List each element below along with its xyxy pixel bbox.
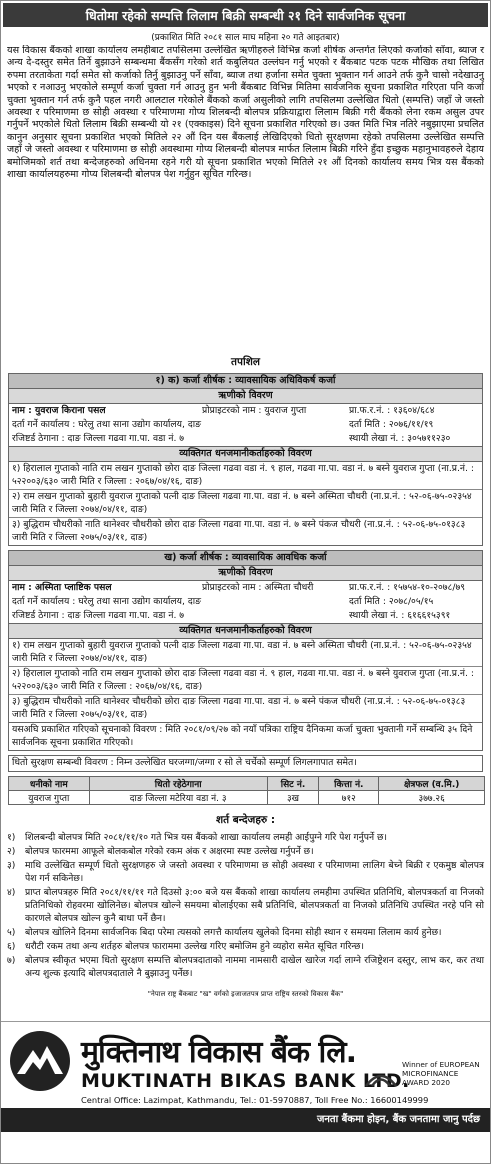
term-item	[7, 940, 484, 953]
license-footnote: "नेपाल राष्ट्र बैंकबाट "ख" वर्गको इजाजतपत्र प्राप्त राष्ट्रिय स्तरको विकास बैंक"	[147, 989, 344, 998]
guarantor-item: ३) बुद्धिराम चौधरीको नाति थानेश्वर चौधरीको छोरा दाङ जिल्ला गढवा गा.पा. वडा नं. ७ बस्ने पंकज चौधरी (ना.प्र.नं. : ५२-०६-७५-०१३८३ जारी मिति र जिल्ला २०७५/०३/११, दाङ)	[12, 696, 466, 720]
term-item	[7, 886, 484, 925]
term-text: माथि उल्लेखित सम्पूर्ण धितो सुरक्षणहरु जे जस्तो अवस्था र परिमाणमा छ सोही अवस्था र परिमाणमा लालिग बेच्ने बिक्री र एकमुष्ठ बोलपत्र पेश गर्न सकिनेछ।	[25, 859, 484, 884]
security-description: धितो सुरक्षण सम्बन्धी विवरण : निम्न उल्लेखित घरजग्गा/जग्गा र सो ले चर्चेको सम्पूर्ण लिगलगापात समेत।	[8, 755, 483, 772]
pan-number: प्रा.फ.र.नं. : १५७५४-१०-२०७८/७९	[349, 582, 465, 593]
security-table	[8, 776, 485, 805]
term-number: ७)	[7, 954, 16, 966]
intro-paragraph: यस विकास बैंकको शाखा कार्यालय लमहीबाट तपसिलमा उल्लेखित ऋणीहरुले विभिन्न कर्जा शीर्षक अन्तर्गत लिएको कर्जाको साँवा, ब्याज र अन्य दे-दस्तुर समेत तिर्ने बुझाउने सम्बन्धमा बैंकसँग गरेको शर्त कबुलियत उल्लंघन गर्नु भएको र बैंकबाट पटक पटक मौखिक तथा लिखित रुपमा तरताकेता गर्दा समेत सो कर्जाको तिर्नु बुझाउनु पर्ने साँवा, ब्याज तथा हर्जाना समेत चुक्ता भुक्तान गर्न आउने तर्फ कुनै चासो नदेखाउनु भएको र नआउनु भएकोले सम्पूर्ण कर्जा चुक्ता गर्न आउनु हुन भनी बैंकबाट विभिन्न मितिमा सार्वजनिक सूचना प्रकाशित गरिएता पनि कर्जा चुक्ता भुक्तान गर्न तर्फ कुनै पहल नगरी आलटाल गरेकोले बैंकको कर्जा असुलीको लागि तपसिलमा उल्लेखित धितो (सम्पत्ति) जहाँ जे जस्तो अवस्था र परिमाणमा छ सोही अवस्था र परिमाणमा गोप्य शिलबन्दी बोलपत्र प्रक्रियाद्वारा लिलाम बिक्री गरी बैंकको लेना रकम असुल उपर गर्नुपर्ने भएकोले धितो लिलाम बिक्री सम्बन्धी यो २१ (एक्काइस) दिने सूचना प्रकाशित गरिएको छ। उक्त मिति भित्र नतिरे नबुझाएमा प्रचलित कानुन अनुसार सूचना प्रकाशित भएको मितिले २२ औं दिन यस बैंकलाई लेखिदिएको धितो सुरक्षणमा रहेको तपसिलमा उल्लेखित सम्पत्ति जहाँ जे जस्तो अवस्था र परिमाणमा छ सोही अवस्थामा गोप्य शिलबन्दी बोलपत्र मार्फत लिलाम बिक्री गरिने हुँदा इच्छुक महानुभावहरुले देहाय बमोजिमको शर्त तथा बन्देजहरुको अधिनमा रहने गरी यो सूचना प्रकाशित भएको मितिले २१ औं दिनको कार्यालय समय भित्र यस बैंकको शाखा कार्यालयहरुमा गोप्य शिलबन्दी बोलपत्र पेश गर्नुहुन सूचित गरिन्छ।	[7, 45, 484, 181]
term-number: ६)	[7, 940, 16, 952]
col-plot: कित्ता नं.	[319, 776, 379, 790]
pan-number: प्रा.फ.र.नं. : १३६०४/६८४	[349, 405, 435, 416]
col-owner: धनीको नाम	[9, 776, 90, 790]
term-number: ४)	[7, 886, 16, 898]
borrower-row	[9, 609, 482, 624]
guarantor-item: २) राम लखन गुप्ताको बुहारी युवराज गुप्ताको पत्नी दाङ जिल्ला गढवा गा.पा. वडा नं. ७ बस्ने अस्मिता चौधरी (ना.प्र.नं. : ५२-०६-७५-०२३५४ जारी मिति र जिल्ला २०७४/०४/११, दाङ)	[9, 490, 482, 518]
account-number: स्थायी लेखा नं. : ३०५७११२३०	[349, 433, 451, 444]
term-text: बोलपत्र फारममा आफूले बोलकबोल गरेको रकम अंक र अक्षरमा स्पष्ट उल्लेख गर्नुपर्ने छ।	[25, 845, 314, 857]
term-text: धरौटी रकम तथा अन्य शर्तहरु बोलपत्र फाराममा उल्लेख गरिए बमोजिम हुने व्यहोरा समेत सूचित गरिन्छ।	[25, 940, 364, 952]
guarantor-item: ३) बुद्धिराम चौधरीको नाति थानेश्वर चौधरीको छोरा दाङ जिल्ला गढवा गा.पा. वडा नं. ७ बस्ने पंकज चौधरी (ना.प्र.नं. : ५२-०६-७५-०१३८३ जारी मिति र जिल्ला २०७५/०३/११, दाङ)	[12, 519, 466, 543]
reg-date: दर्ता मिति : २०७८/०५/१५	[349, 596, 434, 607]
borrower-header: ऋणीको विवरण	[9, 566, 482, 581]
proprietor-name: प्रोप्राइटरको नाम : युवराज गुप्ता	[202, 405, 307, 416]
borrower-header: ऋणीको विवरण	[9, 389, 482, 404]
award-icon	[364, 1066, 398, 1088]
col-location: धितो रहेठेगाना	[89, 776, 267, 790]
term-item	[7, 954, 484, 980]
guarantor-item: १) राम लखन गुप्ताको बुहारी युवराज गुप्ताको पत्नी दाङ जिल्ला गढवा गा.पा. वडा नं. ७ बस्ने अस्मिता चौधरी (ना.प्र.नं. : ५२-०६-७५-०२३५४ जारी मिति र जिल्ला २०७४/०४/११, दाङ)	[9, 639, 482, 667]
col-area: क्षेत्रफल (व.मि.)	[379, 776, 485, 790]
bank-banner	[1, 1021, 490, 1132]
term-text: बोलपत्र स्वीकृत भएमा धितो सुरक्षण सम्पत्ति बोलपत्रदाताको नाममा नामसारी दाखेल खारेज गर्दा लाग्ने रजिष्ट्रेशन दस्तुर, लाभ कर, कर तथा अन्य शुल्क इत्यादि बोलपत्रदाताले नै बुझाउनु पर्नेछ।	[25, 954, 484, 979]
bank-name-english: MUKTINATH BIKAS BANK LTD.	[81, 1070, 410, 1092]
term-text: बोलपत्र खोलिने दिनमा सार्वजनिक बिदा परेमा त्यसको लगत्तै कार्यालय खुलेको दिनमा सोही स्थान र समयमा लिलाम कार्य हुनेछ।	[25, 926, 442, 938]
reg-address: रजिष्टर्ड ठेगाना : दाङ जिल्ला गढवा गा.पा. वडा नं. ७	[12, 433, 185, 444]
col-sheet: सिट नं.	[267, 776, 319, 790]
loan-section-1	[8, 373, 483, 546]
borrower-row	[9, 418, 482, 432]
notice-title: धितोमा रहेको सम्पत्ति लिलाम बिक्री सम्बन्धी २१ दिने सार्वजनिक सूचना	[3, 3, 488, 27]
loan-header: १) क) कर्जा शीर्षक : व्यावसायिक अधिविकर्ष कर्जा	[9, 374, 482, 389]
award-text: Winner of EUROPEAN MICROFINANCE AWARD 2020	[402, 1060, 480, 1087]
loan-header: ख) कर्जा शीर्षक : व्यावसायिक आवधिक कर्जा	[9, 551, 482, 566]
bank-name-nepali: मुक्तिनाथ विकास बैंक लि.	[81, 1035, 357, 1070]
table-row	[9, 790, 485, 804]
previous-notice: यसअघि प्रकाशित गरिएको सूचनाको विवरण : मिति २०८१/०९/२७ को नयाँ पत्रिका राष्ट्रिय दैनिकमा कर्जा चुक्ता भुक्तानी गर्ने सम्बन्धि ३५ दिने सार्वजनिक सूचना प्रकाशित गरिएको।	[8, 723, 483, 751]
reg-address: रजिष्टर्ड ठेगाना : दाङ जिल्ला गढवा गा.पा. वडा नं. ७	[12, 610, 185, 621]
term-number: ३)	[7, 859, 16, 871]
borrower-name: नाम : युवराज किराना पसल	[12, 405, 106, 416]
reg-office: दर्ता गर्ने कार्यालय : घरेलु तथा साना उद्योग कार्यालय, दाङ	[12, 596, 201, 607]
borrower-row	[9, 432, 482, 447]
term-number: ५)	[7, 926, 16, 938]
cell-sheet: ३ख	[267, 790, 319, 804]
borrower-row	[9, 595, 482, 609]
guarantor-header: व्यक्तिगत धनजमानीकर्ताहरुको विवरण	[9, 624, 482, 639]
term-item	[7, 831, 484, 844]
guarantor-item: २) हिरालाल गुप्ताको नाति राम लखन गुप्ताको छोरा दाङ जिल्ला गढवा वडा नं. ९ हाल, गढवा गा.पा. वडा नं. ७ बस्ने युवराज गुप्ता (ना.प्र.नं. : ५२२००३/६३० जारी मिति र जिल्ला : २०६७/०४/१६, दाङ)	[9, 667, 482, 695]
cell-plot: ७१२	[319, 790, 379, 804]
term-item	[7, 926, 484, 939]
proprietor-name: प्रोप्राइटरको नाम : अस्मिता चौधरी	[202, 582, 314, 593]
terms-heading: शर्त बन्देजहरु :	[215, 813, 276, 826]
term-text: प्राप्त बोलपत्रहरु मिति २०८१/११/११ गते दिउसो ३:०० बजे यस बैंकको शाखा कार्यालय लमहीमा उपस्थित प्रतिनिधि, बोलपत्रकर्ता वा निजको प्रतिनिधिको रोहवरमा खोलिनेछ। बोलपत्र खोल्ने समयमा बोलाईएका सबै प्रतिनिधि, बोलपत्रकर्ता वा निजको प्रतिनिधि उपस्थित नरहे पनि सो कारणले बोलपत्र खोल्न कुनै बाधा पर्ने छैन।	[25, 886, 484, 924]
borrower-row	[9, 404, 482, 418]
terms-list	[1, 831, 490, 980]
cell-area: ३७७.२६	[379, 790, 485, 804]
table-header-row	[9, 776, 485, 790]
published-date: (प्रकाशित मिति २०८१ साल माघ महिना २० गते आइतबार)	[151, 33, 340, 43]
guarantor-item: १) हिरालाल गुप्ताको नाति राम लखन गुप्ताको छोरा दाङ जिल्ला गढवा वडा नं. ९ हाल, गढवा गा.पा. वडा नं. ७ बस्ने युवराज गुप्ता (ना.प्र.नं. : ५२२००३/६३० जारी मिति र जिल्ला : २०६७/०४/१६, दाङ)	[9, 462, 482, 490]
bank-logo-icon	[9, 1030, 71, 1092]
term-text: शिलबन्दी बोलपत्र मिति २०८१/११/१० गते भित्र यस बैंकको शाखा कार्यालय लमही आईपुग्ने गरि पेश गर्नुपर्ने छ।	[25, 831, 387, 843]
borrower-name: नाम : अस्मिता प्लाष्टिक पसल	[12, 582, 112, 593]
term-item	[7, 845, 484, 858]
term-item	[7, 859, 484, 885]
slogan: जनता बैंकमा होइन, बैंक जनतामा जानु पर्दछ	[1, 1108, 490, 1132]
address-line: Central Office: Lazimpat, Kathmandu, Tel.: 01-5970887, Toll Free No.: 16600149999	[81, 1095, 429, 1105]
cell-location: दाङ जिल्ला मटेरिया वडा नं. ३	[89, 790, 267, 804]
reg-date: दर्ता मिति : २०७६/११/१९	[349, 419, 434, 430]
schedule-heading: तपशिल	[231, 356, 260, 368]
guarantor-header: व्यक्तिगत धनजमानीकर्ताहरुको विवरण	[9, 447, 482, 462]
loan-section-2	[8, 550, 483, 723]
reg-office: दर्ता गर्ने कार्यालय : घरेलु तथा साना उद्योग कार्यालय, दाङ	[12, 419, 201, 430]
account-number: स्थायी लेखा नं. : ६१६६१५३९१	[349, 610, 451, 621]
borrower-row	[9, 581, 482, 595]
term-number: २)	[7, 845, 16, 857]
cell-owner: युवराज गुप्ता	[9, 790, 90, 804]
term-number: १)	[7, 831, 16, 843]
